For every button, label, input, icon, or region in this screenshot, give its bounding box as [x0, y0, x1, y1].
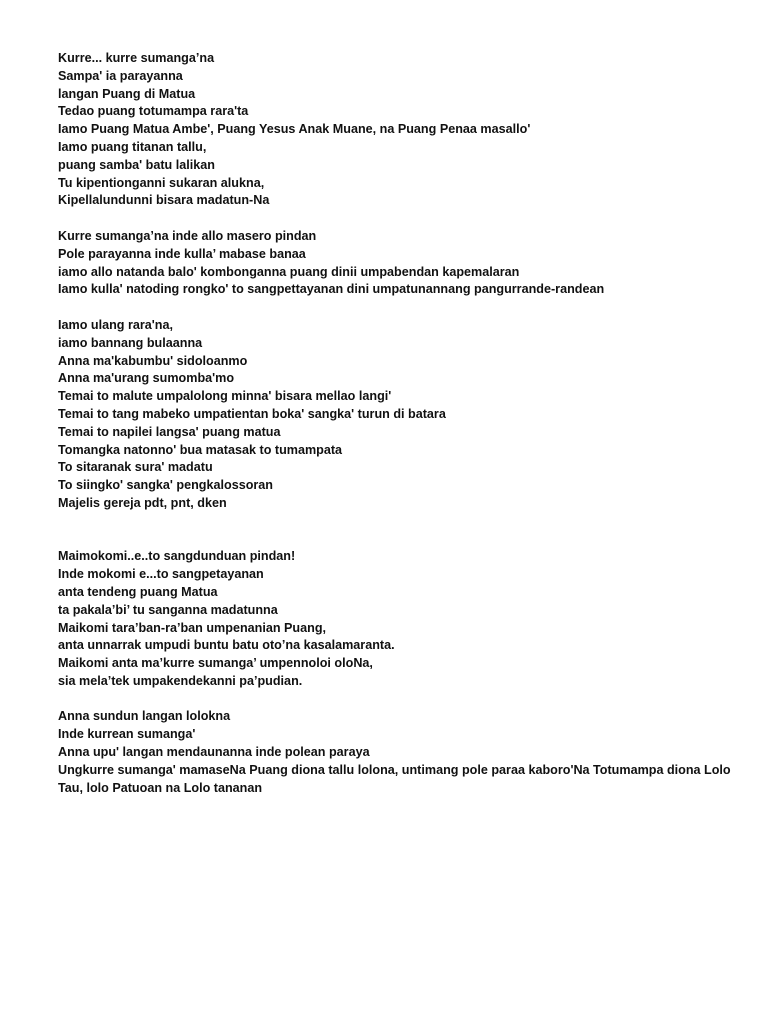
text-line: sia mela’tek umpakendekanni pa’pudian. [58, 673, 303, 688]
stanza-2 [58, 228, 748, 299]
text-line: Iamo puang titanan tallu, [58, 139, 207, 154]
text-line: Maikomi tara’ban-ra’ban umpenanian Puang, [58, 620, 327, 635]
text-line: Iamo kulla' natoding rongko' to sangpettayanan dini umpatunannang pangurrande-randean [58, 282, 605, 297]
text-line: Temai to tang mabeko umpatientan boka' sangka' turun di batara [58, 406, 446, 421]
text-line: Majelis gereja pdt, pnt, dken [58, 495, 227, 510]
text-line: Iamo Puang Matua Ambe', Puang Yesus Anak Muane, na Puang Penaa masallo' [58, 122, 531, 137]
text-line: ta pakala’bi’ tu sanganna madatunna [58, 602, 278, 617]
text-line: To sitaranak sura' madatu [58, 460, 213, 475]
text-line: Tu kipentionganni sukaran alukna, [58, 175, 265, 190]
text-line: Anna ma'kabumbu' sidoloanmo [58, 353, 248, 368]
text-line: Tomangka natonno' bua matasak to tumampata [58, 442, 343, 457]
text-line: Anna sundun langan lolokna [58, 709, 231, 724]
text-line: Maikomi anta ma’kurre sumanga’ umpennoloi oloNa, [58, 656, 373, 671]
text-line: Maimokomi..e..to sangdunduan pindan! [58, 549, 296, 564]
stanza-4 [58, 548, 748, 690]
text-line: Temai to malute umpalolong minna' bisara mellao langi' [58, 389, 392, 404]
text-line: Kurre... kurre sumanga’na [58, 51, 215, 65]
text-line: Kurre sumanga’na inde allo masero pindan [58, 228, 317, 243]
text-line: anta tendeng puang Matua [58, 584, 218, 599]
text-line: Anna upu' langan mendaunanna inde polean paraya [58, 745, 370, 760]
stanza-3 [58, 317, 748, 513]
stanza-1 [58, 50, 748, 210]
text-line: Tedao puang totumampa rara'ta [58, 104, 249, 119]
text-line: Iamo ulang rara'na, [58, 317, 173, 332]
stanza-5 [58, 708, 748, 797]
text-line: anta unnarrak umpudi buntu batu oto’na kasalamaranta. [58, 638, 395, 653]
text-line: puang samba' batu lalikan [58, 157, 215, 172]
text-line: Pole parayanna inde kulla’ mabase banaa [58, 246, 306, 261]
text-line: iamo bannang bulaanna [58, 335, 203, 350]
document-page [58, 50, 748, 815]
text-line: Inde kurrean sumanga' [58, 727, 196, 742]
text-line: Anna ma'urang sumomba'mo [58, 371, 235, 386]
text-line: Sampa' ia parayanna [58, 68, 183, 83]
text-line: langan Puang di Matua [58, 86, 196, 101]
text-line: Kipellalundunni bisara madatun-Na [58, 193, 270, 208]
text-line: Ungkurre sumanga' mamaseNa Puang diona tallu lolona, untimang pole paraa kaboro'Na Totumampa diona Lolo Tau, lolo Patuoan na Lolo tananan [58, 762, 731, 795]
text-line: iamo allo natanda balo' kombonganna puang dinii umpabendan kapemalaran [58, 264, 520, 279]
text-line: Temai to napilei langsa' puang matua [58, 424, 281, 439]
text-line: Inde mokomi e...to sangpetayanan [58, 567, 264, 582]
text-line: To siingko' sangka' pengkalossoran [58, 478, 274, 493]
